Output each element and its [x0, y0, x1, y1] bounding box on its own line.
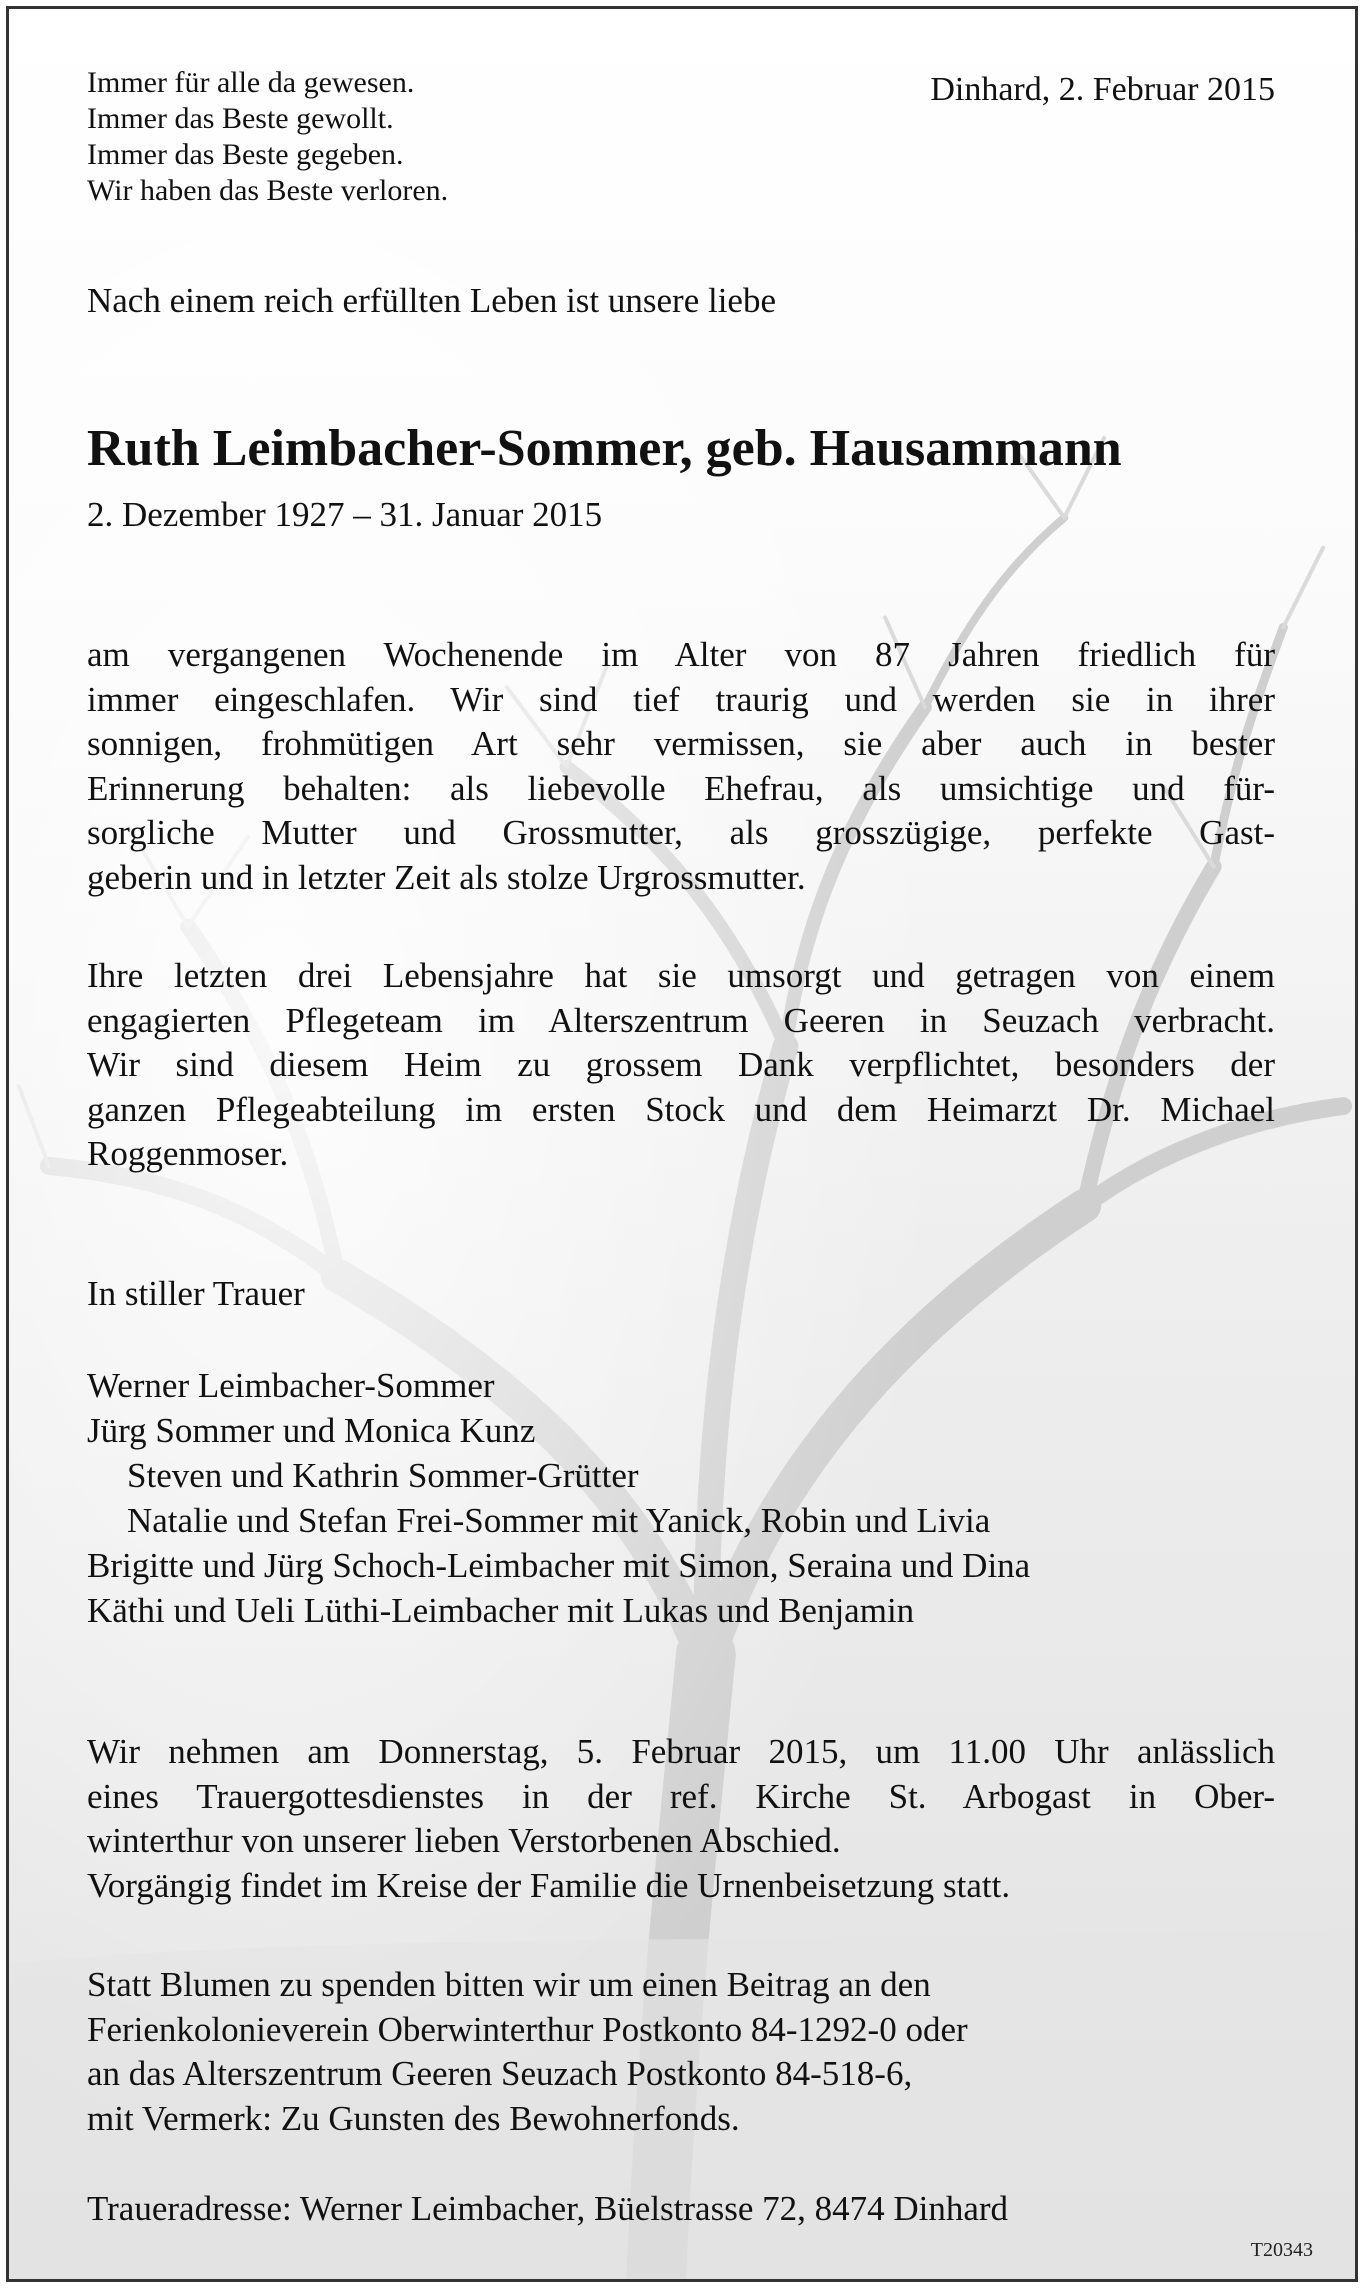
care-thanks-paragraph [87, 954, 1275, 1177]
motto-line: Immer für alle da gewesen. [87, 66, 415, 99]
family-member: Käthi und Ueli Lüthi-Leimbacher mit Lukas und Benjamin [87, 1591, 915, 1630]
family-member: Natalie und Stefan Frei-Sommer mit Yanick, Robin und Livia [127, 1501, 991, 1540]
mourning-address: Traueradresse: Werner Leimbacher, Büelstrasse 72, 8474 Dinhard [87, 2189, 1009, 2228]
family-member: Werner Leimbacher-Sommer [87, 1366, 495, 1405]
text-line: ganzen Pflegeabteilung im ersten Stock und dem Heimarzt Dr. Michael [87, 1089, 1275, 1129]
text-line: Wir sind diesem Heim zu grossem Dank verpflichtet, besonders der [87, 1045, 1275, 1085]
intro-line: Nach einem reich erfüllten Leben ist unsere liebe [87, 281, 776, 320]
text-line: Statt Blumen zu spenden bitten wir um einen Beitrag an den [87, 1965, 931, 2004]
text-line: winterthur von unserer lieben Verstorbenen Abschied. [87, 1821, 841, 1861]
donation-paragraph [87, 1963, 1275, 2141]
announcement-paragraph [87, 633, 1275, 901]
text-line: sonnigen, frohmütigen Art sehr vermissen, sie aber auch in bester [87, 724, 1275, 764]
text-line: mit Vermerk: Zu Gunsten des Bewohnerfonds. [87, 2098, 740, 2138]
reference-code: T20343 [1250, 2239, 1313, 2261]
deceased-name: Ruth Leimbacher-Sommer, geb. Hausammann [87, 420, 1122, 477]
mourning-heading: In stiller Trauer [87, 1274, 305, 1313]
family-member: Brigitte und Jürg Schoch-Leimbacher mit Simon, Seraina und Dina [87, 1546, 1031, 1585]
motto-line: Immer das Beste gewollt. [87, 102, 394, 135]
motto-line: Wir haben das Beste verloren. [87, 174, 449, 207]
text-line: eines Trauergottesdienstes in der ref. Kirche St. Arbogast in Ober- [87, 1776, 1275, 1816]
text-line: Roggenmoser. [87, 1134, 289, 1174]
text-line: an das Alterszentrum Geeren Seuzach Postkonto 84-518-6, [87, 2054, 913, 2094]
family-list [87, 1363, 1030, 1633]
obituary-notice [6, 6, 1358, 2282]
life-dates: 2. Dezember 1927 – 31. Januar 2015 [87, 495, 603, 534]
text-line: Ferienkoloniеverein Oberwinterthur Postkonto 84-1292-0 oder [87, 2009, 968, 2049]
text-line: Ihre letzten drei Lebensjahre hat sie umsorgt und getragen von einem [87, 956, 1275, 995]
text-line: engagierten Pflegeteam im Alterszentrum Geeren in Seuzach verbracht. [87, 1000, 1275, 1040]
motto-line: Immer das Beste gegeben. [87, 138, 404, 171]
text-line: Vorgängig findet im Kreise der Familie die Urnenbeisetzung statt. [87, 1865, 1011, 1905]
family-member: Jürg Sommer und Monica Kunz [87, 1411, 536, 1450]
text-line: geberin und in letzter Zeit als stolze Urgrossmutter. [87, 857, 806, 897]
place-and-date: Dinhard, 2. Februar 2015 [930, 71, 1275, 108]
text-line: am vergangenen Wochenende im Alter von 87 Jahren friedlich für [87, 635, 1275, 674]
text-line: Wir nehmen am Donnerstag, 5. Februar 2015, um 11.00 Uhr anlässlich [87, 1732, 1275, 1771]
text-line: sorgliche Mutter und Grossmutter, als grosszügige, perfekte Gast- [87, 813, 1275, 853]
motto-verse [87, 65, 448, 209]
funeral-service-paragraph [87, 1730, 1275, 1908]
text-line: Erinnerung behalten: als liebevolle Ehefrau, als umsichtige und für- [87, 768, 1275, 808]
family-member: Steven und Kathrin Sommer-Grütter [127, 1456, 639, 1495]
text-line: immer eingeschlafen. Wir sind tief traurig und werden sie in ihrer [87, 679, 1275, 719]
